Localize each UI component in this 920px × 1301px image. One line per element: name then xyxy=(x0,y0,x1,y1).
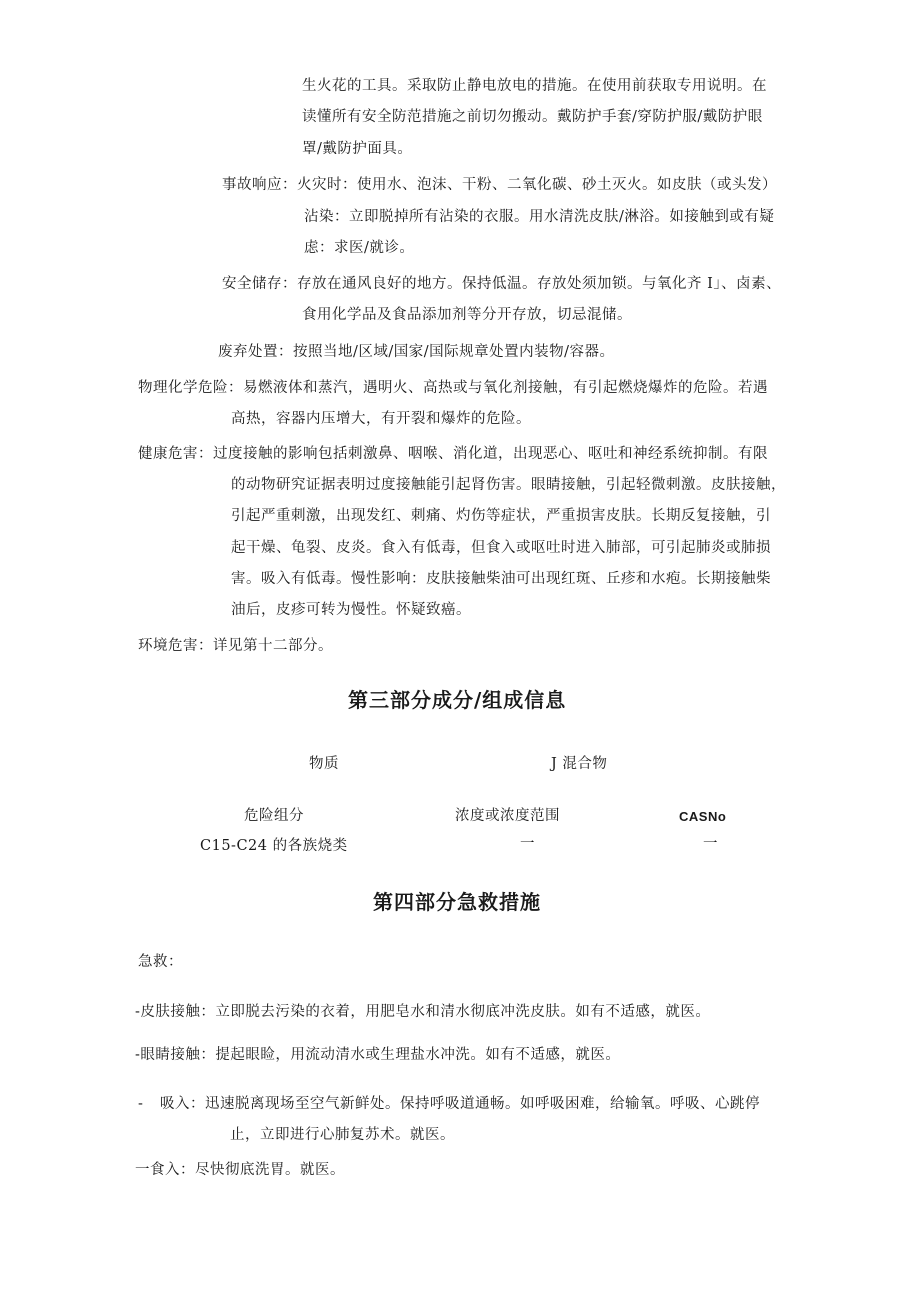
health-hazard-line-6: 油后，皮疹可转为慢性。怀疑致癌。 xyxy=(231,602,471,618)
health-hazard-line-4: 起干燥、龟裂、皮炎。食入有低毒，但食入或呕吐时进入肺部，可引起肺炎或肺损 xyxy=(231,540,771,556)
first-aid-inhale-line-1: 吸入：迅速脱离现场至空气新鲜处。保持呼吸道通畅。如呼吸困难，给输氧。呼吸、心跳停 xyxy=(160,1096,760,1112)
first-aid-skin: -皮肤接触：立即脱去污染的衣着，用肥皂水和清水彻底冲洗皮肤。如有不适感，就医。 xyxy=(135,1004,711,1020)
storage-line-1: 安全储存：存放在通风良好的地方。保持低温。存放处须加锁。与氧化齐 I」、卤素、 xyxy=(222,276,782,292)
health-hazard-line-5: 害。吸入有低毒。慢性影响：皮肤接触柴油可出现红斑、丘疹和水疱。长期接触柴 xyxy=(231,571,771,587)
section3-title: 第三部分成分/组成信息 xyxy=(348,688,567,712)
health-hazard-line-2: 的动物研究证据表明过度接触能引起肾伤害。眼睛接触，引起轻微刺激。皮肤接触， xyxy=(231,477,786,493)
substance-value: J 混合物 xyxy=(551,756,608,772)
row-concentration: 一 xyxy=(520,836,535,852)
substance-label: 物质 xyxy=(309,756,339,772)
section4-title: 第四部分急救措施 xyxy=(373,890,541,914)
row-component: C15-C24 的各族烧类 xyxy=(200,838,348,854)
health-hazard-line-1: 健康危害：过度接触的影响包括刺激鼻、咽喉、消化道，出现恶心、呕吐和神经系统抑制。有限 xyxy=(138,446,768,462)
physical-hazard-line-1: 物理化学危险：易燃液体和蒸汽，遇明火、高热或与氧化剂接触，有引起燃烧爆炸的危险。若遇 xyxy=(138,380,768,396)
first-aid-eye: -眼睛接触：提起眼睑，用流动清水或生理盐水冲洗。如有不适感，就医。 xyxy=(135,1047,621,1063)
first-aid-ingest: 一食入：尽快彻底洗胃。就医。 xyxy=(135,1162,345,1178)
accident-response-line-1: 事故响应：火灾时：使用水、泡沫、干粉、二氧化碳、砂土灭火。如皮肤（或头发） xyxy=(222,177,777,193)
col-header-component: 危险组分 xyxy=(244,808,304,824)
storage-line-2: 食用化学品及食品添加剂等分开存放，切忌混储。 xyxy=(302,307,632,323)
col-header-cas: CASNo xyxy=(679,809,727,824)
disposal-line: 废弃处置：按照当地/区域/国家/国际规章处置内装物/容器。 xyxy=(218,344,615,360)
precaution-line-1: 生火花的工具。采取防止静电放电的措施。在使用前获取专用说明。在 xyxy=(302,78,767,94)
health-hazard-line-3: 引起严重刺激，出现发红、刺痛、灼伤等症状，严重损害皮肤。长期反复接触，引 xyxy=(231,508,771,524)
first-aid-intro: 急救： xyxy=(138,954,183,970)
accident-response-line-2: 沾染：立即脱掉所有沾染的衣服。用水清洗皮肤/淋浴。如接触到或有疑 xyxy=(304,209,775,225)
row-cas: 一 xyxy=(703,836,718,852)
physical-hazard-line-2: 高热，容器内压增大，有开裂和爆炸的危险。 xyxy=(231,411,531,427)
environment-hazard-line: 环境危害：详见第十二部分。 xyxy=(138,638,333,654)
precaution-line-3: 罩/戴防护面具。 xyxy=(302,141,413,157)
col-header-concentration: 浓度或浓度范围 xyxy=(455,808,560,824)
first-aid-inhale-dash: - xyxy=(138,1096,144,1112)
precaution-line-2: 读懂所有安全防范措施之前切勿搬动。戴防护手套/穿防护服/戴防护眼 xyxy=(302,109,763,125)
accident-response-line-3: 虑：求医/就诊。 xyxy=(304,240,415,256)
first-aid-inhale-line-2: 止，立即进行心肺复苏术。就医。 xyxy=(230,1127,455,1143)
